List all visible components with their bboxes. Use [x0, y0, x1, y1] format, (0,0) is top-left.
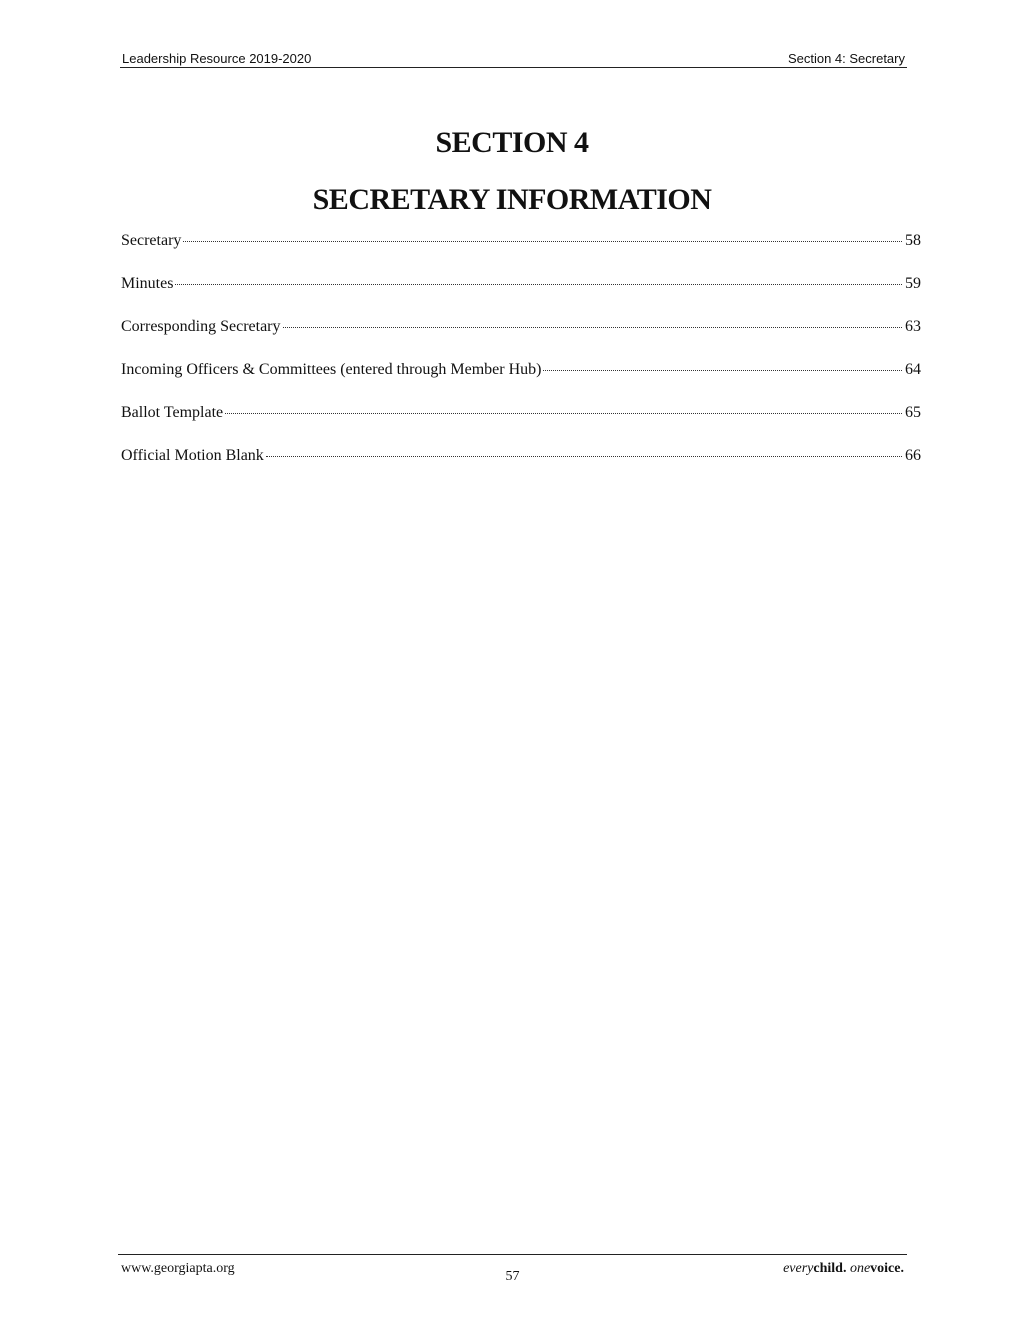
toc-entry-label: Official Motion Blank: [121, 447, 264, 464]
toc-entry-label: Secretary: [121, 232, 182, 249]
toc-entry-minutes[interactable]: [121, 275, 921, 318]
section-number-title: SECTION 4: [435, 126, 589, 159]
toc-entry-page: 59: [905, 275, 921, 292]
slogan-every: every: [783, 1261, 814, 1276]
slogan-child: child.: [813, 1261, 847, 1276]
dot-leader: [543, 370, 902, 371]
page-header: [120, 50, 907, 68]
header-section-label: Section 4: Secretary: [787, 51, 905, 66]
toc-entry-page: 58: [905, 232, 921, 249]
toc-entry-label: Ballot Template: [121, 404, 224, 421]
slogan-voice: voice.: [870, 1261, 904, 1276]
page-number: 57: [505, 1269, 520, 1284]
toc-entry-label: Minutes: [121, 275, 174, 292]
dot-leader: [175, 284, 902, 285]
toc-entry-corresponding-secretary[interactable]: [121, 318, 921, 361]
footer-website-link[interactable]: www.georgiapta.org: [121, 1261, 235, 1276]
table-of-contents: [121, 232, 921, 490]
toc-entry-ballot-template[interactable]: [121, 404, 921, 447]
dot-leader: [183, 241, 902, 242]
dot-leader: [283, 327, 902, 328]
toc-entry-incoming-officers[interactable]: [121, 361, 921, 404]
toc-entry-page: 64: [905, 361, 921, 378]
slogan-one: one: [849, 1261, 871, 1276]
toc-entry-official-motion-blank[interactable]: [121, 447, 921, 490]
toc-entry-secretary[interactable]: [121, 232, 921, 275]
dot-leader: [266, 456, 902, 457]
dot-leader: [225, 413, 902, 414]
toc-entry-page: 66: [905, 447, 921, 464]
footer-slogan: [783, 1261, 904, 1277]
toc-entry-page: 65: [905, 404, 921, 421]
section-name-title: SECRETARY INFORMATION: [312, 183, 712, 216]
header-document-title: Leadership Resource 2019-2020: [122, 51, 312, 66]
toc-entry-page: 63: [905, 318, 921, 335]
toc-entry-label: Corresponding Secretary: [121, 318, 281, 335]
toc-entry-label: Incoming Officers & Committees (entered through Member Hub): [121, 361, 542, 378]
page-footer: [118, 1254, 907, 1295]
